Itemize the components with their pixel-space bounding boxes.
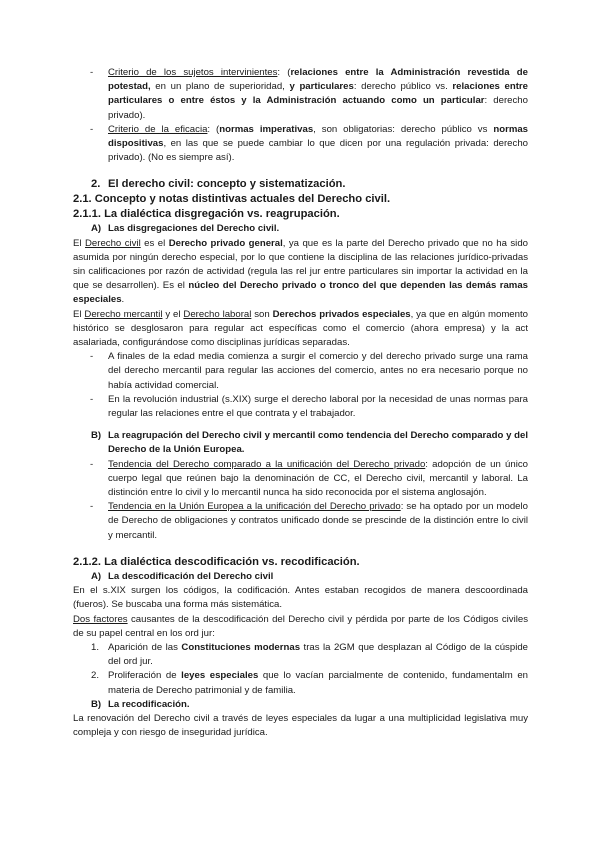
section-a-disgregaciones: A) Las disgregaciones del Derecho civil. — [91, 223, 280, 235]
list-item: 2. Proliferación de leyes especiales que lo vacían parcialmente de contenido, fundamentalm en materia de Derecho patrimonial y de familia. — [91, 670, 529, 696]
list-item: - En la revolución industrial (s.XIX) surge el derecho laboral por la necesidad de unas normas para regular las relaciones entre el que contrata y el trabajador. — [90, 393, 528, 420]
list-item: 1. Aparición de las Constituciones modernas tras la 2GM que desplazan al Código de la cúspide del ord jur. — [91, 641, 528, 668]
section-b-recodificacion: B) La recodificación. — [91, 698, 190, 710]
heading-2-1-1: 2.1.1. La dialéctica disgregación vs. reagrupación. — [73, 208, 340, 221]
criterion-label: Criterio de los sujetos intervinientes — [108, 67, 278, 78]
reagrupacion-list — [73, 458, 528, 543]
list-item: - A finales de la edad media comienza a surgir el comercio y del derecho privado surge una rama del derecho mercantil para regular las acciones del comercio, antes no era necesario porque no había actividad comercial. — [90, 351, 528, 391]
paragraph-codificacion: En el s.XIX surgen los códigos, la codificación. Antes estaban recogidos de manera descoordinada (fueros). Se buscaba una forma más sistemática. — [73, 585, 528, 611]
paragraph-mercantil-laboral: El Derecho mercantil y el Derecho laboral son Derechos privados especiales, ya que en algún momento histórico se desglosaron para regular act específicas como el comercio (ahora empresa) y la act asalariada, configurándose como disciplinas jurídicas separadas. — [73, 308, 528, 349]
bullet: - — [90, 67, 94, 78]
bullet: - — [90, 123, 94, 135]
section-a-descodificacion: A) La descodificación del Derecho civil — [91, 570, 274, 582]
bullet: - — [90, 458, 94, 470]
bullet: - — [90, 501, 94, 513]
paragraph-factores: Dos factores causantes de la descodificación del Derecho civil y pérdida por parte de los Códigos civiles de su papel central en los ord jur: — [73, 613, 528, 639]
document-page — [73, 66, 528, 740]
factores-list — [73, 641, 528, 698]
paragraph-renovacion: La renovación del Derecho civil a través de leyes especiales da lugar a una multiplicidad legislativa muy compleja y con riesgo de inseguridad jurídica. — [73, 712, 528, 739]
history-list — [73, 350, 528, 421]
paragraph-derecho-civil: El Derecho civil es el Derecho privado general, ya que es la parte del Derecho privado que no ha sido asumida por ningún derecho especial, por lo que contiene la disciplina de las relaciones jurídico-privadas sin calificaciones por razón de actividad (regula las rel jur entre particulares sin importar la actividad en la que se desarrollen). Es el núcleo del Derecho privado o tronco del que dependen las demás ramas especiales. — [73, 237, 529, 306]
criterion-label: Criterio de la eficacia — [108, 123, 208, 135]
heading-2-1: 2.1. Concepto y notas distintivas actuales del Derecho civil. — [73, 193, 391, 206]
criterion-efficacy: - Criterio de la eficacia: (normas imperativas, son obligatorias: derecho público vs normas dispositivas, en las que se puede cambiar lo que dicen por una regulación privada: derecho privado). (No es siempre así). — [90, 123, 529, 164]
criterion-subjects: - Criterio de los sujetos intervinientes: (relaciones entre la Administración revestida de potestad, en un plano de superioridad, y particulares: derecho público vs. relaciones entre particulares o entre éstos y la Administración actuando como un particular: derecho privado). — [90, 67, 528, 121]
section-b-reagrupacion: B) La reagrupación del Derecho civil y mercantil como tendencia del Derecho comparado y del Derecho de la Unión Europea. — [91, 430, 528, 456]
heading-2-1-2: 2.1.2. La dialéctica descodificación vs. recodificación. — [73, 555, 360, 568]
list-item: - Tendencia en la Unión Europea a la unificación del Derecho privado: se ha optado por un modelo de Derecho de obligaciones y contratos unificado donde se prescinde de la distinción entre lo civil y mercantil. — [90, 501, 528, 541]
heading-2: 2. El derecho civil: concepto y sistematización. — [91, 178, 346, 191]
criteria-list — [73, 66, 528, 165]
bullet: - — [90, 393, 94, 405]
bullet: - — [90, 351, 94, 363]
list-item: - Tendencia del Derecho comparado a la unificación del Derecho privado: adopción de un único cuerpo legal que reúnen bajo la denominación de CC, el Derecho civil, mercantil y laboral. La distinción entre lo civil y lo mercantil nunca ha sido reconocida por el sistema anglosajón. — [90, 458, 528, 499]
